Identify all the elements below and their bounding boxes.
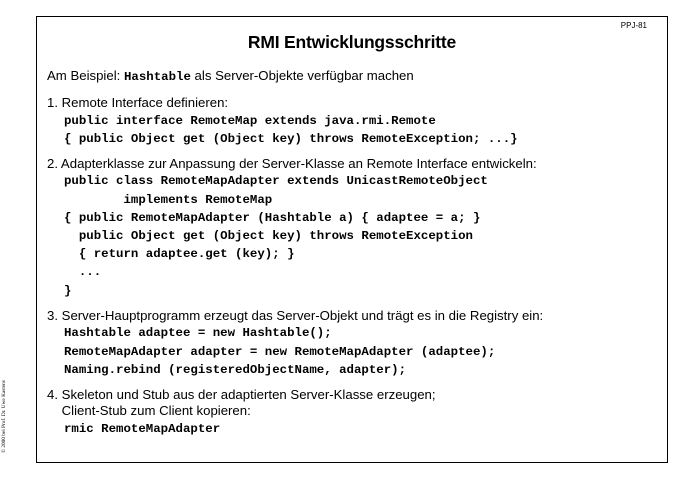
slide-content (47, 66, 661, 438)
step-1 (47, 95, 661, 148)
slide-frame (36, 16, 668, 463)
step-title: 2. Adapterklasse zur Anpassung der Server-Klasse an Remote Interface entwickeln: (47, 155, 537, 171)
code-block: Hashtable adaptee = new Hashtable(); RemoteMapAdapter adapter = new RemoteMapAdapter (adaptee); Naming.rebind (registeredObjectName, adapter); (64, 326, 496, 377)
intro-code: Hashtable (123, 70, 191, 84)
step-2 (47, 156, 661, 300)
intro-prefix: Am Beispiel: (47, 68, 124, 83)
intro-line (47, 66, 661, 87)
step-title: 4. Skeleton und Stub aus der adaptierten Server-Klasse erzeugen; Client-Stub zum Client kopieren: (47, 386, 436, 419)
step-title: 1. Remote Interface definieren: (47, 95, 229, 110)
intro-suffix: als Server-Objekte verfügbar machen (190, 68, 414, 83)
slide-title: RMI Entwicklungsschritte (247, 32, 457, 52)
code-block: public class RemoteMapAdapter extends UnicastRemoteObject implements RemoteMap { public RemoteMapAdapter (Hashtable a) { adaptee = a; } public Object get (Object key) throws RemoteException { return adaptee.get (key); } ... } (64, 174, 488, 298)
step-title: 3. Server-Hauptprogramm erzeugt das Server-Objekt und trägt es in die Registry ein: (47, 307, 544, 323)
code-block: public interface RemoteMap extends java.rmi.Remote { public Object get (Object key) throws RemoteException; ...} (64, 113, 518, 146)
copyright-notice: © 2000 bei Prof. Dr. Uwe Kastens (1, 380, 7, 453)
code-block: rmic RemoteMapAdapter (64, 421, 221, 436)
step-4 (47, 387, 661, 438)
page-id: PPJ-81 (620, 21, 647, 30)
step-3 (47, 308, 661, 379)
